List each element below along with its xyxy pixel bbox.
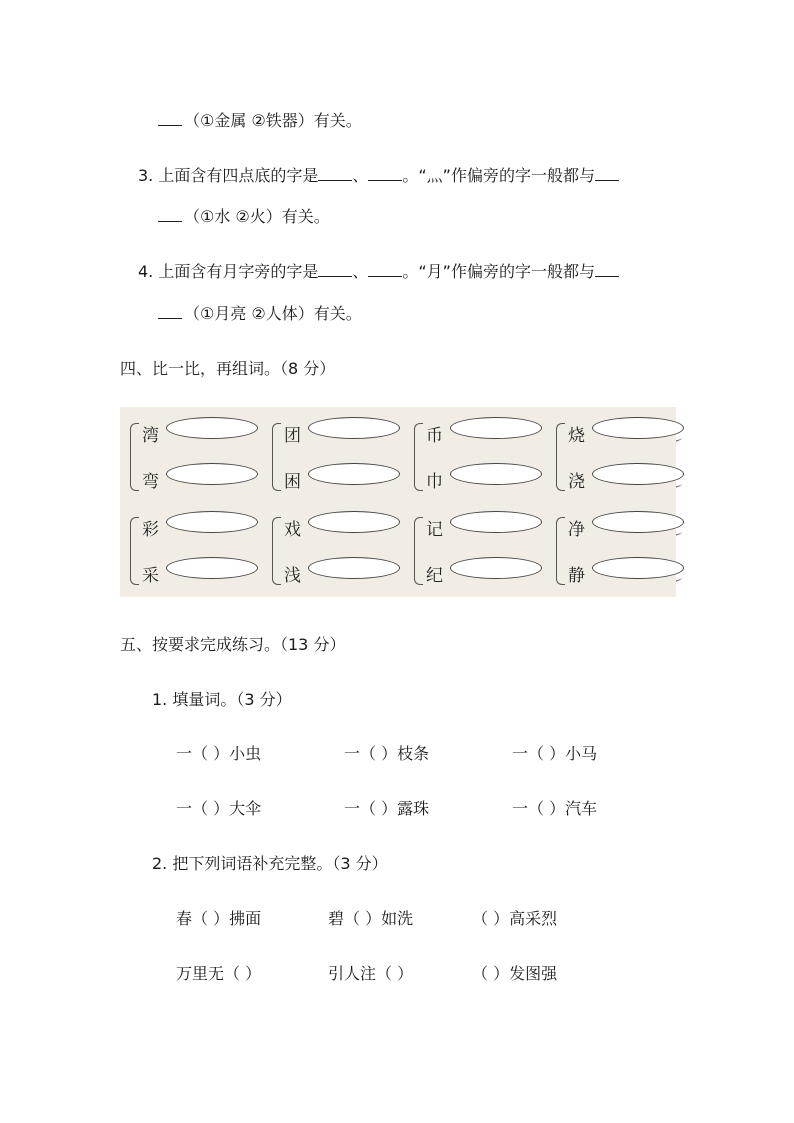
- separator: 、: [352, 262, 369, 281]
- character: 采: [142, 566, 159, 586]
- answer-bowl[interactable]: [450, 557, 544, 585]
- word-pair-bottom: [284, 557, 404, 589]
- character: 团: [284, 426, 301, 446]
- word-pair-top: [426, 511, 546, 543]
- brace: [556, 423, 565, 491]
- answer-bowl[interactable]: [450, 511, 544, 539]
- word-pair-bottom: [426, 463, 546, 495]
- item4-line2: [158, 301, 362, 324]
- word-group-7: [412, 511, 542, 587]
- character: 币: [426, 426, 443, 446]
- character: 困: [284, 472, 301, 492]
- word-group-4: [554, 417, 684, 493]
- word-pair-bottom: [568, 463, 688, 495]
- character: 弯: [142, 472, 159, 492]
- answer-blank[interactable]: [158, 303, 182, 319]
- character: 纪: [426, 566, 443, 586]
- word-pair-top: [142, 417, 262, 449]
- word-pair-bottom: [142, 557, 262, 589]
- q1-item[interactable]: 一（ ）小虫: [176, 744, 262, 763]
- character: 巾: [426, 472, 443, 492]
- character: 浇: [568, 472, 585, 492]
- q1-item[interactable]: 一（ ）露珠: [344, 799, 430, 818]
- item3-after: 。“灬”作偏旁的字一般都与: [402, 166, 595, 185]
- word-pair-bottom: [568, 557, 688, 589]
- answer-blank[interactable]: [318, 261, 352, 277]
- answer-blank[interactable]: [368, 261, 402, 277]
- item2-continuation: [158, 108, 362, 131]
- item4-text: 上面含有月字旁的字是: [158, 262, 319, 281]
- word-pair-bottom: [426, 557, 546, 589]
- brace: [414, 423, 423, 491]
- item3-text: 上面含有四点底的字是: [158, 166, 319, 185]
- answer-bowl[interactable]: [592, 511, 686, 539]
- item3-line1: [138, 163, 619, 186]
- answer-blank[interactable]: [158, 206, 182, 222]
- word-pair-bottom: [284, 463, 404, 495]
- answer-bowl[interactable]: [592, 463, 686, 491]
- word-group-3: [412, 417, 542, 493]
- q2-item[interactable]: 春（ ）拂面: [176, 909, 262, 928]
- answer-bowl[interactable]: [166, 511, 260, 539]
- item4-number: 4.: [138, 262, 154, 281]
- word-pair-top: [284, 511, 404, 543]
- q2-item[interactable]: 引人注（ ）: [328, 964, 414, 983]
- item4-options: （①月亮 ②人体）有关。: [184, 304, 362, 323]
- q1-item[interactable]: 一（ ）枝条: [344, 744, 430, 763]
- brace: [130, 517, 139, 585]
- word-pair-bottom: [142, 463, 262, 495]
- compare-words-figure: [120, 407, 676, 597]
- brace: [272, 517, 281, 585]
- separator: 、: [352, 166, 369, 185]
- answer-bowl[interactable]: [308, 463, 402, 491]
- answer-bowl[interactable]: [450, 417, 544, 445]
- answer-bowl[interactable]: [166, 557, 260, 585]
- word-group-6: [270, 511, 400, 587]
- item3-number: 3.: [138, 166, 154, 185]
- brace: [414, 517, 423, 585]
- q1-item[interactable]: 一（ ）大伞: [176, 799, 262, 818]
- q2-item[interactable]: 万里无（ ）: [176, 964, 262, 983]
- answer-bowl[interactable]: [592, 417, 686, 445]
- q2-label: 2. 把下列词语补充完整。（3 分）: [152, 854, 388, 873]
- answer-blank[interactable]: [595, 165, 619, 181]
- word-pair-top: [284, 417, 404, 449]
- brace: [272, 423, 281, 491]
- item3-options: （①水 ②火）有关。: [184, 207, 330, 226]
- character: 静: [568, 566, 585, 586]
- answer-bowl[interactable]: [592, 557, 686, 585]
- character: 湾: [142, 426, 159, 446]
- character: 烧: [568, 426, 585, 446]
- word-group-8: [554, 511, 684, 587]
- item2-options: （①金属 ②铁器）有关。: [184, 111, 362, 130]
- answer-bowl[interactable]: [308, 511, 402, 539]
- q1-label: 1. 填量词。（3 分）: [152, 690, 292, 709]
- q1-item[interactable]: 一（ ）汽车: [512, 799, 598, 818]
- section4-heading: 四、比一比，再组词。（8 分）: [120, 359, 336, 378]
- word-group-5: [128, 511, 258, 587]
- answer-bowl[interactable]: [308, 417, 402, 445]
- answer-bowl[interactable]: [450, 463, 544, 491]
- item4-line1: [138, 259, 619, 282]
- word-pair-top: [568, 417, 688, 449]
- answer-blank[interactable]: [318, 165, 352, 181]
- word-group-2: [270, 417, 400, 493]
- character: 浅: [284, 566, 301, 586]
- character: 彩: [142, 520, 159, 540]
- word-pair-top: [426, 417, 546, 449]
- q2-item[interactable]: 碧（ ）如洗: [328, 909, 414, 928]
- answer-blank[interactable]: [368, 165, 402, 181]
- section5-heading: 五、按要求完成练习。（13 分）: [120, 635, 346, 654]
- character: 记: [426, 520, 443, 540]
- q2-item[interactable]: （ ）高采烈: [472, 909, 558, 928]
- q2-item[interactable]: （ ）发图强: [472, 964, 558, 983]
- word-pair-top: [568, 511, 688, 543]
- character: 净: [568, 520, 585, 540]
- answer-blank[interactable]: [158, 110, 182, 126]
- q1-item[interactable]: 一（ ）小马: [512, 744, 598, 763]
- item4-after: 。“月”作偏旁的字一般都与: [402, 262, 595, 281]
- answer-blank[interactable]: [595, 261, 619, 277]
- answer-bowl[interactable]: [166, 463, 260, 491]
- answer-bowl[interactable]: [308, 557, 402, 585]
- brace: [556, 517, 565, 585]
- word-pair-top: [142, 511, 262, 543]
- word-group-1: [128, 417, 258, 493]
- item3-line2: [158, 204, 330, 227]
- brace: [130, 423, 139, 491]
- character: 戏: [284, 520, 301, 540]
- answer-bowl[interactable]: [166, 417, 260, 445]
